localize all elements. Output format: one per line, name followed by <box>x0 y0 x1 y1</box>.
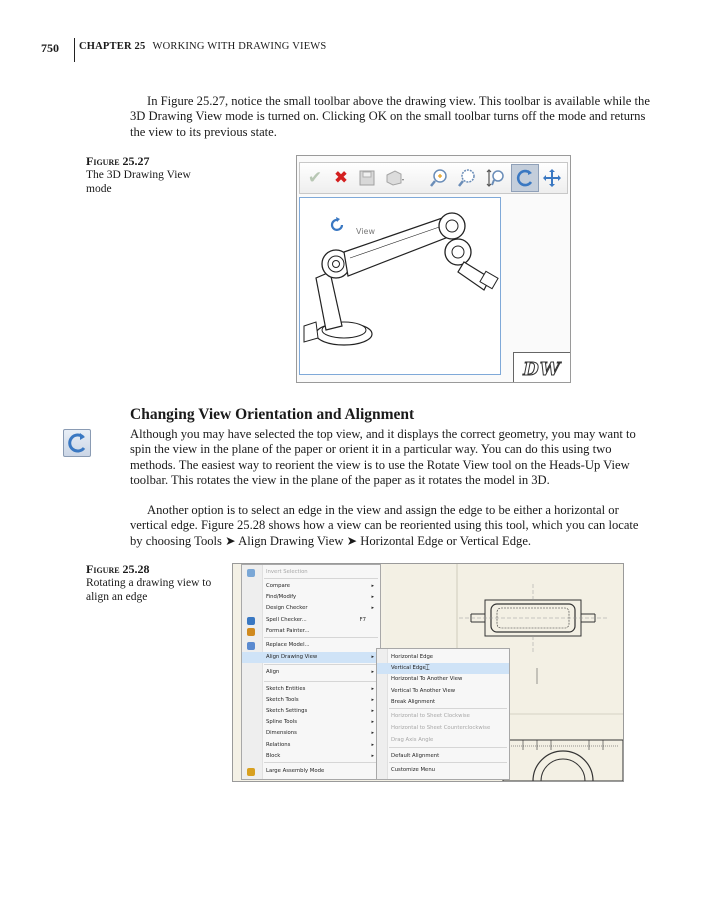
menu-item[interactable] <box>242 766 380 777</box>
section-paragraph-2: Another option is to select an edge in the view and assign the edge to be either a horizontal or vertical edge. Figure 25.28 shows how a view can be reoriented using this tool, which you can locate by choosing Tools ➤ Align Drawing View ➤ Horizontal Edge or Vertical Edge. <box>130 503 639 548</box>
menu-separator <box>264 664 378 665</box>
submenu-arrow-icon: ▸ <box>371 669 374 675</box>
menu-separator <box>389 762 507 763</box>
menu-separator <box>264 578 378 579</box>
menu-item[interactable] <box>242 751 380 762</box>
submenu-item-label: Horizontal to Sheet Clockwise <box>391 713 470 719</box>
menu-item-label: Sketch Entities <box>266 686 306 692</box>
submenu-arrow-icon: ▸ <box>371 742 374 748</box>
align-drawing-view-submenu <box>376 648 510 780</box>
submenu-arrow-icon: ▸ <box>371 583 374 589</box>
large-assembly-icon <box>247 768 255 776</box>
view-label: View <box>356 227 375 236</box>
menu-separator <box>264 637 378 638</box>
mouse-cursor-icon: ⌶ <box>425 663 430 672</box>
ok-check-icon[interactable]: ✔ <box>307 168 323 188</box>
submenu-item-label: Horizontal Edge <box>391 654 434 660</box>
rotate-view-icon[interactable] <box>511 164 539 192</box>
submenu-item[interactable] <box>377 723 509 734</box>
menu-item-label: Sketch Tools <box>266 697 299 703</box>
submenu-arrow-icon: ▸ <box>371 730 374 736</box>
submenu-item-label: Break Alignment <box>391 699 436 705</box>
menu-item[interactable] <box>242 740 380 751</box>
menu-item[interactable] <box>242 667 380 678</box>
spell-checker-icon <box>247 617 255 625</box>
page-number: 750 <box>41 41 59 55</box>
running-header <box>41 38 681 62</box>
figure-27-screenshot <box>296 155 571 383</box>
menu-item[interactable] <box>242 581 380 592</box>
menu-item-label: Invert Selection <box>266 569 308 575</box>
menu-item[interactable] <box>242 592 380 603</box>
submenu-item[interactable] <box>377 711 509 722</box>
menu-item[interactable] <box>242 615 380 626</box>
chapter-title: WORKING WITH DRAWING VIEWS <box>152 41 327 52</box>
chapter-heading <box>79 41 326 52</box>
chapter-label: CHAPTER 25 <box>79 41 146 52</box>
heads-up-toolbar <box>299 162 568 194</box>
submenu-arrow-icon: ▸ <box>371 686 374 692</box>
submenu-item[interactable] <box>377 735 509 746</box>
submenu-item[interactable] <box>377 674 509 685</box>
view-orientation-icon[interactable] <box>384 167 406 189</box>
submenu-item-label: Drag Axis Angle <box>391 737 434 743</box>
menu-item-label: Spell Checker... <box>266 617 307 623</box>
intro-paragraph: In Figure 25.27, notice the small toolbar above the drawing view. This toolbar is available while the 3D Drawing View mode is turned on. Clicking OK on the small toolbar turns off the mode and returns the view to its previous state. <box>130 94 650 139</box>
submenu-item[interactable] <box>377 765 509 776</box>
pan-icon[interactable] <box>541 167 563 189</box>
menu-item-shortcut: F7 <box>359 617 366 623</box>
stamp-text: DW <box>523 359 561 380</box>
robot-arm-drawing <box>300 198 500 374</box>
submenu-arrow-icon: ▸ <box>371 697 374 703</box>
menu-item-label: Find/Modify <box>266 594 297 600</box>
rotate-view-margin-icon <box>63 429 91 457</box>
submenu-item[interactable] <box>377 686 509 697</box>
menu-separator <box>264 681 378 682</box>
figure-27-caption-text: The 3D Drawing View mode <box>86 169 191 195</box>
figure-28-screenshot <box>232 563 624 782</box>
menu-item-label: Relations <box>266 742 291 748</box>
menu-item-label: Large Assembly Mode <box>266 768 325 774</box>
submenu-item-label: Default Alignment <box>391 753 440 759</box>
menu-item[interactable] <box>242 717 380 728</box>
menu-item[interactable] <box>242 728 380 739</box>
menu-item[interactable] <box>242 603 380 614</box>
sw-logo-stamp <box>513 352 571 383</box>
submenu-item-label: Vertical Edge <box>391 665 426 671</box>
submenu-arrow-icon: ▸ <box>371 719 374 725</box>
menu-item[interactable] <box>242 706 380 717</box>
submenu-item[interactable] <box>377 663 509 674</box>
menu-separator <box>389 708 507 709</box>
submenu-item[interactable] <box>377 652 509 663</box>
menu-item[interactable] <box>242 626 380 637</box>
menu-separator <box>389 747 507 748</box>
cancel-x-icon[interactable]: ✖ <box>333 168 349 188</box>
menu-item[interactable] <box>242 695 380 706</box>
submenu-item[interactable] <box>377 697 509 708</box>
save-view-icon[interactable] <box>356 167 378 189</box>
invert-selection-icon <box>247 569 255 577</box>
menu-item-label: Design Checker <box>266 605 308 611</box>
submenu-arrow-icon: ▸ <box>371 654 374 660</box>
tools-menu <box>241 564 381 780</box>
figure-28-caption-text: Rotating a drawing view to align an edge <box>86 577 212 603</box>
submenu-arrow-icon: ▸ <box>371 605 374 611</box>
menu-item-label: Align <box>266 669 280 675</box>
menu-item[interactable] <box>242 652 380 663</box>
submenu-arrow-icon: ▸ <box>371 708 374 714</box>
zoom-to-fit-icon[interactable] <box>428 167 450 189</box>
menu-item-label: Dimensions <box>266 730 297 736</box>
drawing-view-frame[interactable] <box>299 197 501 375</box>
submenu-item-label: Customize Menu <box>391 767 436 773</box>
menu-item-label: Align Drawing View <box>266 654 318 660</box>
submenu-item-label: Vertical To Another View <box>391 688 456 694</box>
menu-item[interactable] <box>242 640 380 651</box>
format-painter-icon <box>247 628 255 636</box>
submenu-item[interactable] <box>377 751 509 762</box>
menu-item[interactable] <box>242 684 380 695</box>
menu-item-label: Replace Model... <box>266 642 310 648</box>
figure-28-label: Figure 25.28 <box>86 562 150 576</box>
header-divider <box>74 38 75 62</box>
menu-separator <box>264 762 378 763</box>
menu-item-label: Sketch Settings <box>266 708 308 714</box>
submenu-item-label: Horizontal To Another View <box>391 676 463 682</box>
menu-item-label: Block <box>266 753 281 759</box>
zoom-in-out-icon[interactable] <box>484 167 506 189</box>
figure-27-label: Figure 25.27 <box>86 154 150 168</box>
menu-item-label: Format Painter... <box>266 628 310 634</box>
menu-item-label: Compare <box>266 583 291 589</box>
figure-27-caption <box>86 154 216 196</box>
section-title: Changing View Orientation and Alignment <box>130 406 415 423</box>
figure-28-caption <box>86 562 216 604</box>
section-paragraph-1: Although you may have selected the top view, and it displays the correct geometry, you may want to spin the view in the plane of the paper or orient it in a particular way. You can do this using two methods. The easiest way to reorient the view is to use the Rotate View tool on the Heads-Up View toolbar. This rotates the view in the plane of the paper as it rotates the model in 3D. <box>130 427 636 488</box>
menu-item[interactable] <box>242 567 380 578</box>
submenu-arrow-icon: ▸ <box>371 753 374 759</box>
menu-item-label: Spline Tools <box>266 719 298 725</box>
replace-model-icon <box>247 642 255 650</box>
zoom-to-area-icon[interactable] <box>456 167 478 189</box>
submenu-item-label: Horizontal to Sheet Counterclockwise <box>391 725 491 731</box>
submenu-arrow-icon: ▸ <box>371 594 374 600</box>
